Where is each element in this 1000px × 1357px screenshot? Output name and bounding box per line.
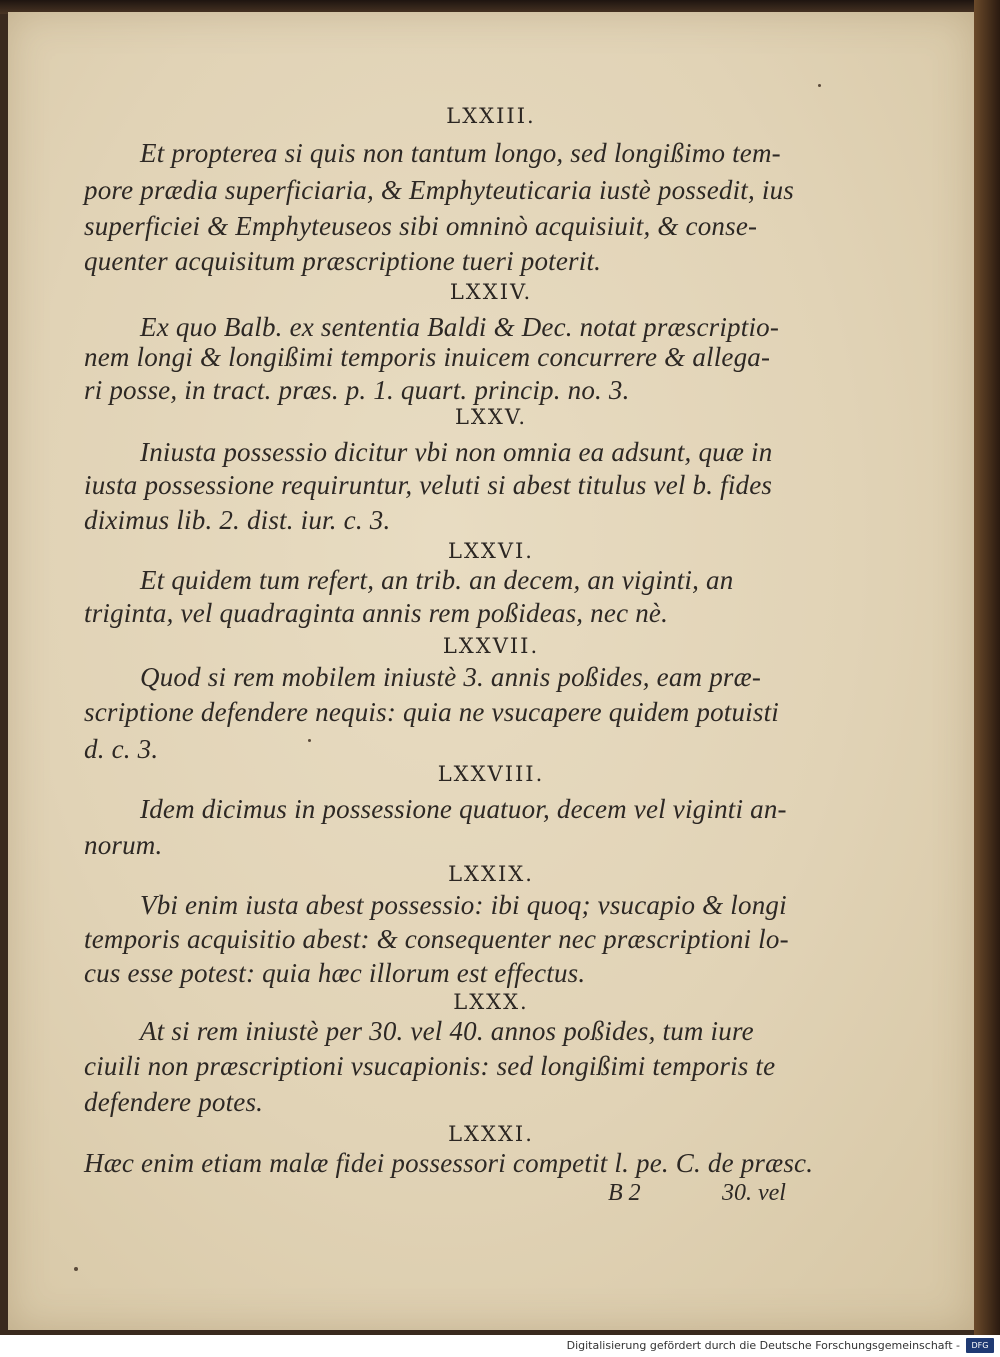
text-line: diximus lib. 2. dist. iur. c. 3. [84,505,391,535]
text-line: scriptione defendere nequis: quia ne vsucapere quidem potuisti [84,697,779,727]
paper-speck [818,84,821,87]
text-line: superficiei & Emphyteuseos sibi omninò acquisiuit, & conse- [84,211,758,241]
text-line: Et quidem tum refert, an trib. an decem, an viginti, an [140,565,734,595]
text-line: ciuili non præscriptioni vsucapionis: sed longißimi temporis te [84,1051,776,1081]
section-heading: LXXX. [453,990,529,1014]
text-line: Vbi enim iusta abest possessio: ibi quoq; vsucapio & longi [140,890,787,920]
text-line: iusta possessione requiruntur, veluti si abest titulus vel b. fides [84,470,773,500]
text-line: norum. [84,830,163,860]
text-line: Et propterea si quis non tantum longo, sed longißimo tem- [140,138,781,168]
text-line: Iniusta possessio dicitur vbi non omnia ea adsunt, quæ in [140,437,773,467]
text-line: pore prædia superficiaria, & Emphyteuticaria iustè possedit, ius [84,175,795,205]
sponsor-text: Digitalisierung gefördert durch die Deutsche Forschungsgemeinschaft - [566,1339,960,1352]
text-line: quenter acquisitum præscriptione tueri poterit. [84,246,602,276]
section-heading: LXXV. [454,405,527,429]
section-heading: LXXVII. [442,634,540,658]
book-page [8,12,974,1330]
section-heading: LXXIX. [448,862,534,886]
text-line: nem longi & longißimi temporis inuicem concurrere & allega- [84,342,771,372]
text-line: defendere potes. [84,1087,264,1117]
text-line: triginta, vel quadraginta annis rem poßideas, nec nè. [84,598,669,628]
text-line: Idem dicimus in possessione quatuor, decem vel viginti an- [140,794,787,824]
section-heading: LXXIV. [449,280,533,304]
text-line: temporis acquisitio abest: & consequenter nec præscriptioni lo- [84,924,789,954]
catchword: 30. vel [722,1180,786,1206]
paper-speck [74,1267,78,1271]
text-line: d. c. 3. [84,734,159,764]
text-line: cus esse potest: quia hæc illorum est effectus. [84,958,586,988]
text-line: Ex quo Balb. ex sententia Baldi & Dec. notat præscriptio- [140,312,780,342]
section-heading: LXXXI. [448,1122,534,1146]
text-line: Hæc enim etiam malæ fidei possessori competit l. pe. C. de præsc. [84,1148,814,1178]
section-heading: LXXVIII. [437,762,545,786]
text-line: At si rem iniustè per 30. vel 40. annos poßides, tum iure [140,1016,754,1046]
dfg-logo-icon: DFG [966,1338,994,1353]
sponsor-bar [0,1335,1000,1357]
text-line: Quod si rem mobilem iniustè 3. annis poßides, eam præ- [140,662,762,692]
signature-mark: B 2 [608,1180,641,1206]
paper-speck [308,739,311,742]
section-heading: LXXVI. [448,539,534,563]
text-line: ri posse, in tract. præs. p. 1. quart. princip. no. 3. [84,375,630,405]
section-heading: LXXIII. [446,104,536,128]
